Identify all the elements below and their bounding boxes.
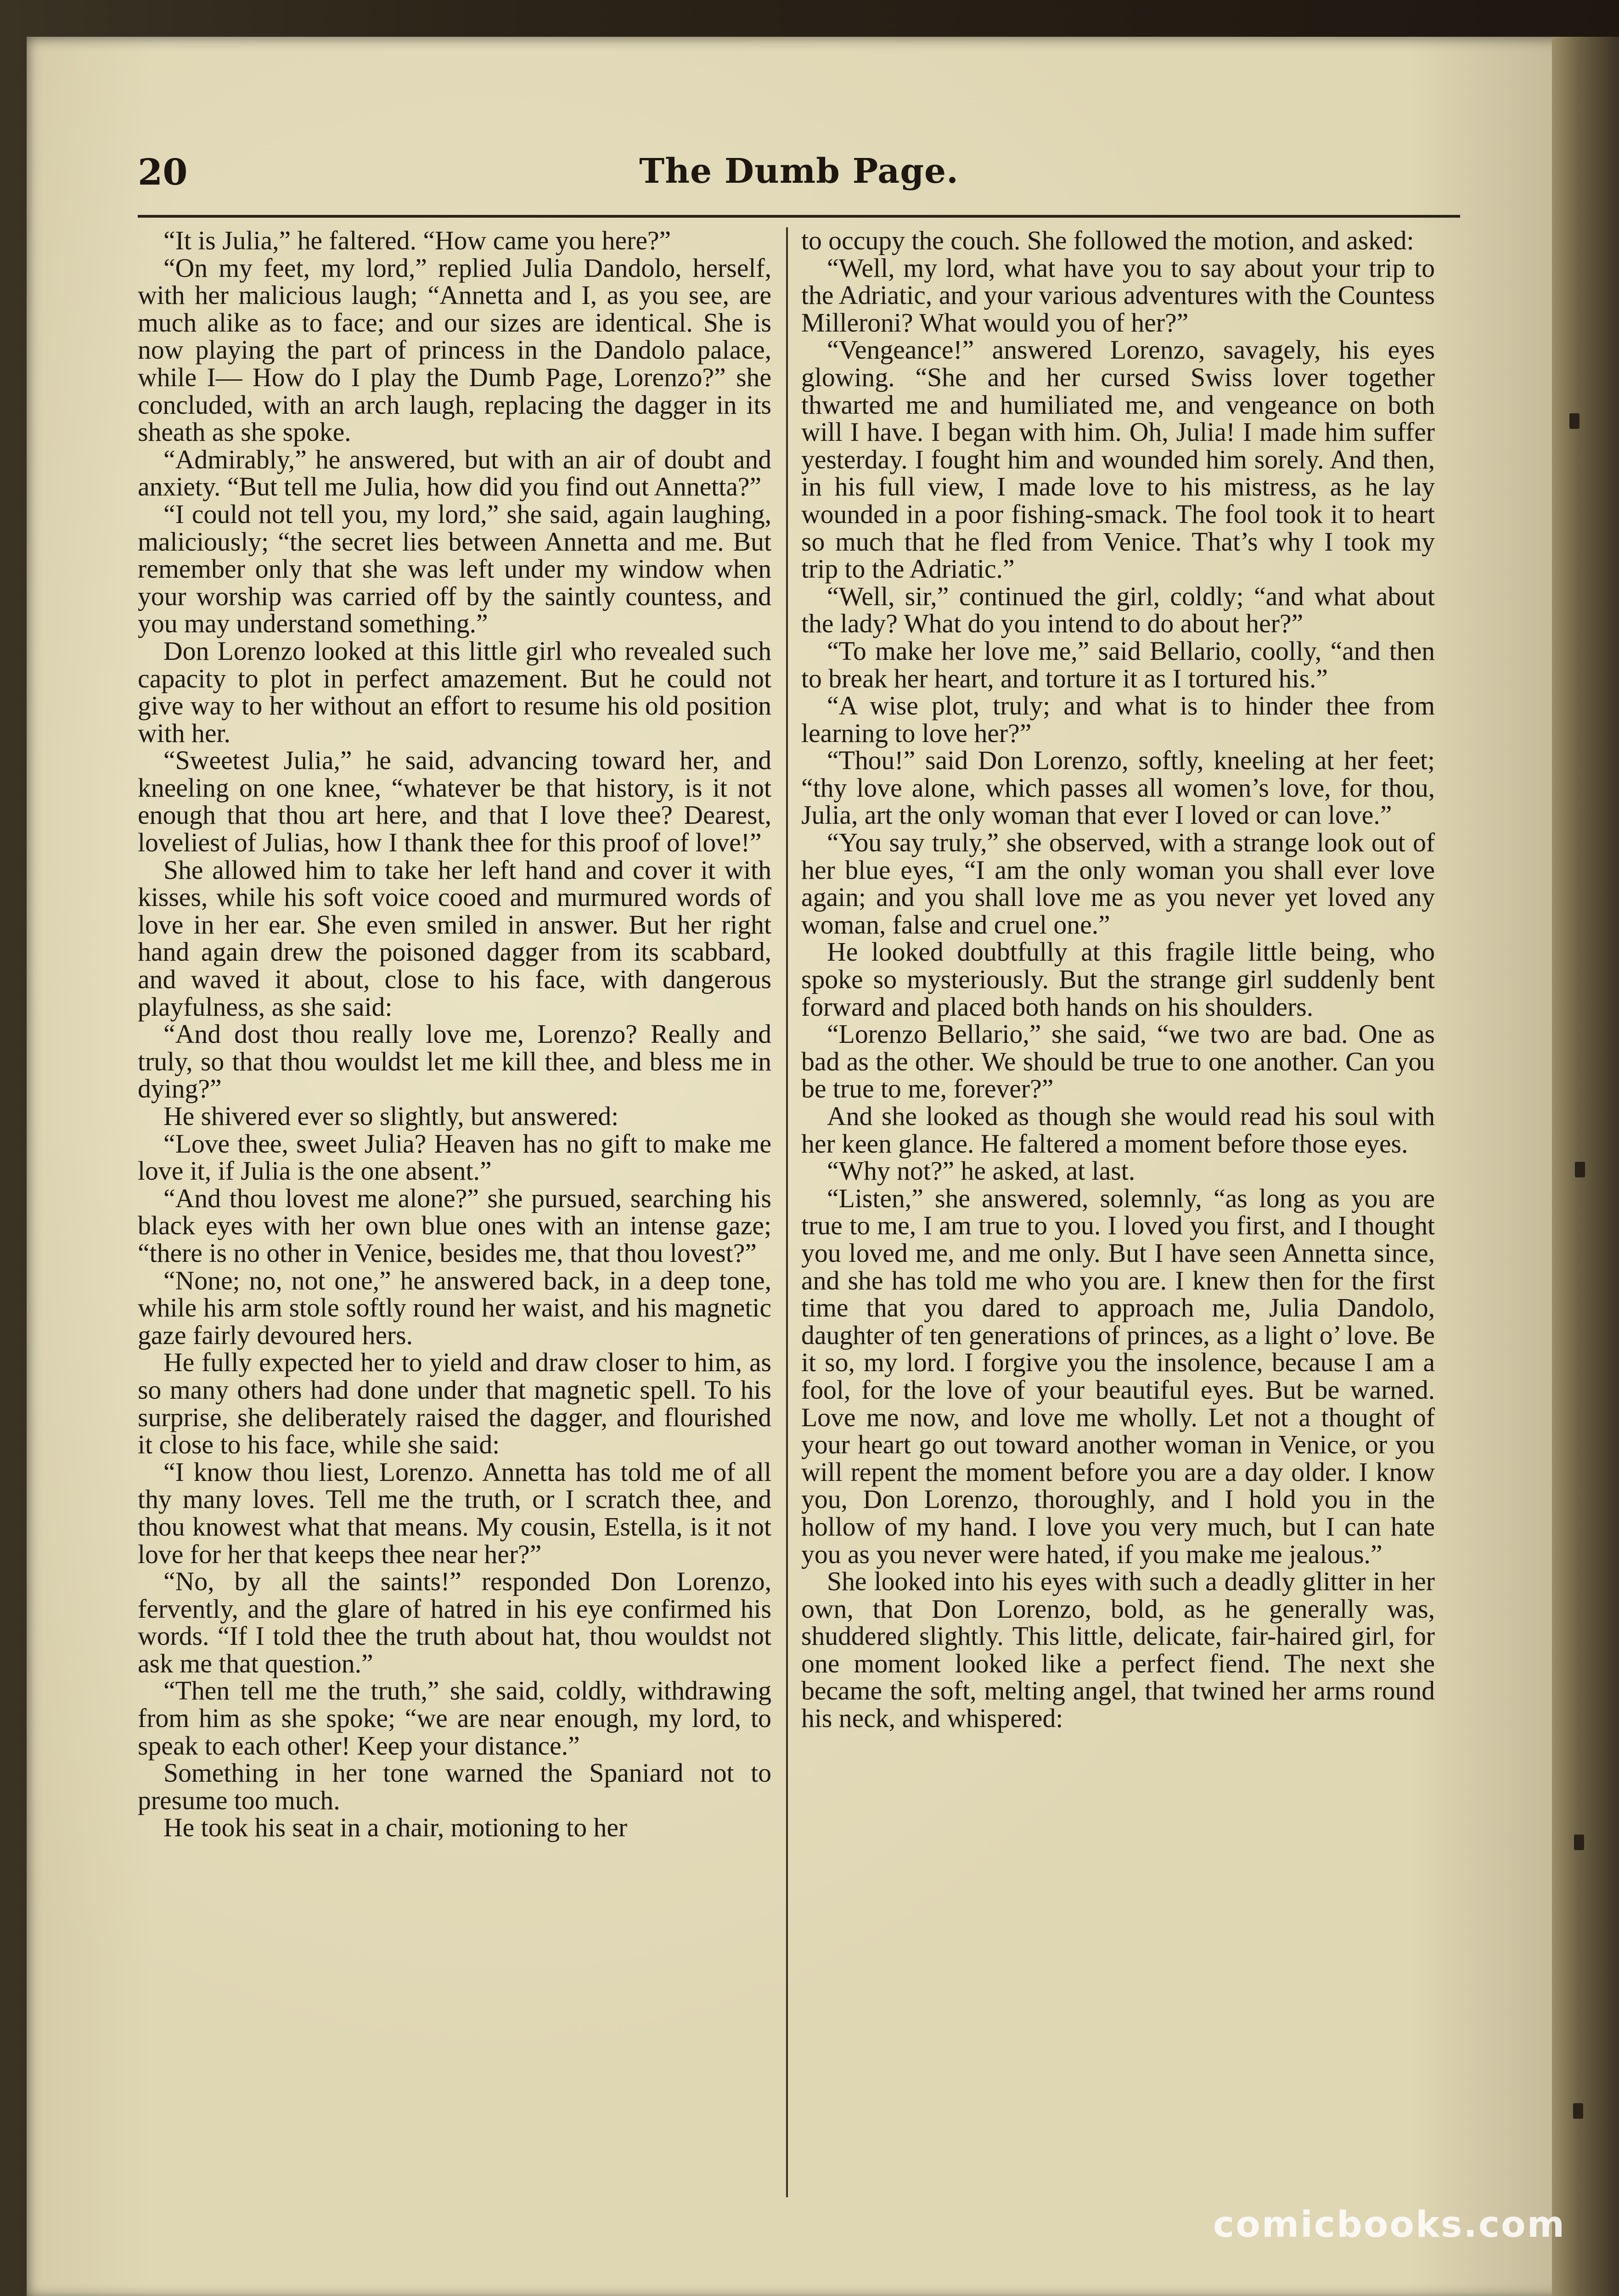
paragraph: “A wise plot, truly; and what is to hinder thee from learning to love her?” (801, 692, 1435, 748)
paragraph: Something in her tone warned the Spaniard not to presume too much. (138, 1759, 771, 1815)
paragraph: He looked doubtfully at this fragile little being, who spoke so mysteriously. But the strange girl suddenly bent forward and placed both hands on his shoulders. (801, 938, 1435, 1022)
paragraph: “Listen,” she answered, solemnly, “as long as you are true to me, I am true to you. I loved you first, and I thought you loved me, and me only. But I have seen Annetta since, and she has told me who you are. I knew then for the first time that you dared to approach me, Julia Dandolo, daughter of ten generations of princes, as a light o’ love. Be it so, my lord. I forgive you the insolence, because I am a fool, for the love of your beautiful eyes. But be warned. Love me now, and love me wholly. Let not a thought of your heart go out toward another woman in Venice, or you will repent the moment before you are a day older. I know you, Don Lorenzo, thoroughly, and I hold you in the hollow of my hand. I love you very much, but I can hate you as you never were hated, if you make me jealous.” (801, 1184, 1435, 1569)
paragraph: to occupy the couch. She followed the motion, and asked: (801, 227, 1414, 255)
paragraph: “You say truly,” she observed, with a strange look out of her blue eyes, “I am the only woman you shall ever love again; and you shall love me as you never yet loved any woman, false and cruel one.” (801, 828, 1435, 940)
paragraph: “And thou lovest me alone?” she pursued, searching his black eyes with her own blue ones with an intense gaze; “there is no other in Venice, besides me, that thou lovest?” (138, 1184, 771, 1268)
paragraph: “And dost thou really love me, Lorenzo? Really and truly, so that thou wouldst let me kill thee, and bless me in dying?” (138, 1020, 771, 1104)
staple-mark (1573, 2103, 1583, 2119)
paragraph: “Well, my lord, what have you to say about your trip to the Adriatic, and your various adventures with the Countess Milleroni? What would you of her?” (801, 253, 1435, 338)
paragraph: Don Lorenzo looked at this little girl who revealed such capacity to plot in perfect amazement. But he could not give way to her without an effort to resume his old position with her. (138, 636, 771, 748)
paragraph: She allowed him to take her left hand and cover it with kisses, while his soft voice cooed and murmured words of love in her ear. She even smiled in answer. But her right hand again drew the poisoned dagger from its scabbard, and waved it about, close to his face, with dangerous playfulness, as she said: (138, 855, 771, 1022)
page-title: The Dumb Page. (639, 152, 959, 191)
paragraph: He shivered ever so slightly, but answered: (163, 1102, 619, 1131)
paragraph: “On my feet, my lord,” replied Julia Dandolo, herself, with her malicious laugh; “Annetta and I, as you see, are much alike as to face; and our sizes are identical. She is now playing the part of princess in the Dandolo palace, while I— How do I play the Dumb Page, Lorenzo?” she concluded, with an arch laugh, replacing the dagger in its sheath as she spoke. (138, 253, 771, 447)
paragraph: “Thou!” said Don Lorenzo, softly, kneeling at her feet; “thy love alone, which passes all women’s love, for thou, Julia, art the only woman that ever I loved or can love.” (801, 746, 1435, 830)
text-column-left (138, 227, 771, 2197)
paragraph: “None; no, not one,” he answered back, in a deep tone, while his arm stole softly round her waist, and his magnetic gaze fairly devoured hers. (138, 1266, 771, 1350)
paragraph: And she looked as though she would read his soul with her keen glance. He faltered a moment before those eyes. (801, 1102, 1435, 1159)
paragraph: “Love thee, sweet Julia? Heaven has no gift to make me love it, if Julia is the one absent.” (138, 1129, 771, 1186)
header-rule (138, 215, 1460, 218)
paragraph: “I know thou liest, Lorenzo. Annetta has told me of all thy many loves. Tell me the truth, or I scratch thee, and thou knowest what that means. My cousin, Estella, is it not love for her that keeps thee near her?” (138, 1458, 771, 1569)
page-spine-edge (1552, 37, 1619, 2296)
paragraph: “Admirably,” he answered, but with an air of doubt and anxiety. “But tell me Julia, how did you find out Annetta?” (138, 445, 771, 502)
paragraph: “Why not?” he asked, at last. (827, 1157, 1136, 1186)
paragraph: “Vengeance!” answered Lorenzo, savagely, his eyes glowing. “She and her cursed Swiss lover together thwarted me and humiliated me, and vengeance on both will I have. I began with him. Oh, Julia! I made him suffer yesterday. I fought him and wounded him sorely. And then, in his full view, I made love to his mistress, as he lay wounded in a poor fishing-smack. The fool took it to heart so much that he fled from Venice. That’s why I took my trip to the Adriatic.” (801, 336, 1435, 584)
paragraph: “To make her love me,” said Bellario, coolly, “and then to break her heart, and torture it as I tortured his.” (801, 636, 1435, 693)
page-number: 20 (138, 152, 188, 193)
paragraph: He took his seat in a chair, motioning to her (163, 1813, 628, 1843)
staple-mark (1575, 1162, 1585, 1177)
paragraph: “Well, sir,” continued the girl, coldly; “and what about the lady? What do you intend to do about her?” (801, 582, 1435, 639)
paragraph: “Sweetest Julia,” he said, advancing toward her, and kneeling on one knee, “whatever be that history, is it not enough that thou art here, and that I love thee? Dearest, loveliest of Julias, how I thank thee for this proof of love!” (138, 746, 771, 858)
staple-mark (1574, 1835, 1584, 1850)
paragraph: “Then tell me the truth,” she said, coldly, withdrawing from him as she spoke; “we are near enough, my lord, to speak to each other! Keep your distance.” (138, 1677, 771, 1761)
text-column-right (801, 227, 1435, 2197)
page-header (138, 152, 1460, 202)
paragraph: “Lorenzo Bellario,” she said, “we two are bad. One as bad as the other. We should be true to one another. Can you be true to me, forever?” (801, 1020, 1435, 1104)
paragraph: “No, by all the saints!” responded Don Lorenzo, fervently, and the glare of hatred in his eye confirmed his words. “If I told thee the truth about hat, thou wouldst not ask me that question.” (138, 1567, 771, 1678)
paragraph: He fully expected her to yield and draw closer to him, as so many others had done under that magnetic spell. To his surprise, she deliberately raised the dagger, and flourished it close to his face, while she said: (138, 1348, 771, 1460)
watermark: comicbooks.com (1213, 2204, 1566, 2245)
paragraph: She looked into his eyes with such a deadly glitter in her own, that Don Lorenzo, bold, as he generally was, shuddered slightly. This little, delicate, fair-haired girl, for one moment looked like a perfect fiend. The next she became the soft, melting angel, that twined her arms round his neck, and whispered: (801, 1567, 1435, 1733)
staple-mark (1569, 413, 1580, 429)
column-divider (786, 227, 788, 2197)
paragraph: “I could not tell you, my lord,” she said, again laughing, maliciously; “the secret lies between Annetta and me. But remember only that she was left under my window when your worship was carried off by the saintly countess, and you may understand something.” (138, 500, 771, 639)
paragraph: “It is Julia,” he faltered. “How came you here?” (163, 227, 671, 255)
